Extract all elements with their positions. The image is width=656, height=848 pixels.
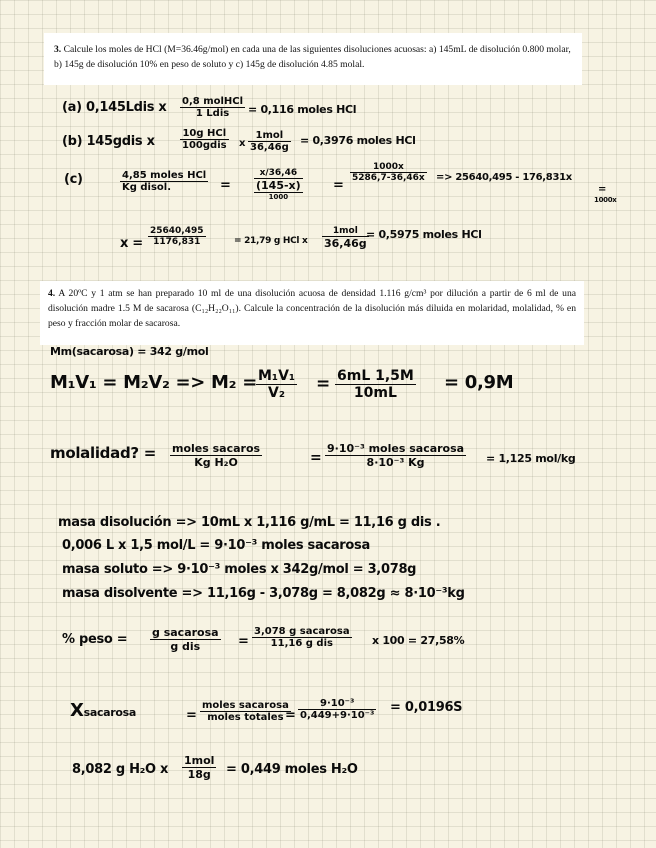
sol4-water-result: = 0,449 moles H₂O: [226, 762, 358, 777]
problem-3-statement: [44, 33, 582, 85]
sol3-c-fraction-3: [350, 162, 427, 183]
sol3-c-arrow: => 25640,495 - 176,831x: [436, 172, 572, 183]
sol3-c-num2: x/36,46: [254, 168, 303, 179]
sol3-c-eqsign: =: [598, 184, 607, 195]
sol3-b-num2: 1mol: [248, 130, 291, 142]
problem-4-number: 4.: [48, 288, 56, 299]
sol4-mol-eq: =: [310, 450, 322, 466]
problem-3-number: 3.: [54, 44, 62, 55]
sol4-dil-result: = 0,9M: [444, 372, 514, 393]
sol4-dil-den2: 10mL: [353, 385, 397, 401]
sol3-b-fraction-1: [180, 128, 229, 151]
sol3-c-num3: 1000x: [350, 162, 427, 173]
sol4-pct-result: x 100 = 27,58%: [372, 634, 465, 647]
sol3-a-den: 1 Ldis: [195, 108, 230, 119]
sol3-x-num2: 1mol: [322, 226, 369, 237]
sol4-dil-num2: 6mL 1,5M: [337, 368, 414, 384]
sol3-b-fraction-2: [248, 130, 291, 153]
sol3-x-num: 25640,495: [150, 226, 204, 236]
sol4-x-fraction-2: [298, 698, 376, 721]
sol3-b-num1: 10g HCl: [180, 128, 229, 140]
sol3-c-den2b: 1000: [254, 192, 303, 201]
sol4-mol-num2: 9·10⁻³ moles sacarosa: [327, 442, 465, 455]
sol4-x-eq2: =: [285, 708, 296, 723]
sol3-a-label: (a) 0,145Ldis x: [62, 100, 167, 115]
sol3-c-eq1: =: [220, 178, 231, 193]
sol4-x-subscript: sacarosa: [83, 706, 137, 719]
sol4-dilution-left: M₁V₁ = M₂V₂ => M₂ =: [50, 372, 257, 393]
sol3-b-label: (b) 145gdis x: [62, 134, 155, 149]
sol3-c-end: 1000x: [594, 196, 617, 204]
sol4-dil-num1: M₁V₁: [258, 368, 296, 384]
sol3-x-fraction: [148, 226, 206, 247]
sol3-c-den2: (145-x): [256, 179, 301, 192]
sol4-mol-den2: 8·10⁻³ Kg: [366, 456, 425, 469]
sol4-dil-eq: =: [316, 374, 330, 394]
sol4-pct-den2: 11,16 g dis: [270, 638, 333, 649]
sol4-moles-sacarosa: 0,006 L x 1,5 mol/L = 9·10⁻³ moles sacarosa: [62, 538, 370, 553]
problem-4-statement: [40, 281, 584, 345]
sol4-x-num2: 9·10⁻³: [298, 698, 376, 710]
sol4-mol-result: = 1,125 mol/kg: [486, 452, 576, 465]
sol3-c-den1: Kg disol.: [122, 182, 172, 193]
sol3-x-fraction-2: [322, 226, 369, 250]
sol4-water-num: 1mol: [184, 754, 215, 767]
sol4-x-num1: moles sacarosa: [202, 700, 289, 711]
sol3-c-eq2: =: [333, 178, 344, 193]
sol4-dilution-fraction-1: [256, 368, 297, 401]
sol4-water-left: 8,082 g H₂O x: [72, 762, 169, 777]
sol3-a-num: 0,8 molHCl: [182, 96, 244, 107]
sol4-x-fraction-1: [200, 700, 291, 723]
sol4-dil-den1: V₂: [268, 385, 285, 401]
sol3-x-mid: = 21,79 g HCl x: [234, 236, 308, 246]
sol4-pct-fraction-2: [252, 626, 352, 649]
sol4-molar-mass: Mm(sacarosa) = 342 g/mol: [50, 345, 209, 358]
sol4-pct-label: % peso =: [62, 632, 128, 647]
sol3-c-fraction-2: [254, 168, 303, 201]
problem-3-text: Calcule los moles de HCl (M=36.46g/mol) en cada una de las siguientes disoluciones acuosas: a) 145mL de disolución 0.800 molar, b) 145g de disolución 10% en peso de soluto y c) 145g de disolución 4.85 molal.: [54, 44, 571, 70]
sol4-x-den2: 0,449+9·10⁻³: [300, 710, 375, 721]
sol4-pct-eq: =: [238, 634, 249, 649]
sol4-x-symbol: X: [70, 700, 84, 721]
sol4-molality-label: molalidad? =: [50, 444, 156, 462]
sol4-water-den: 18g: [187, 768, 211, 781]
sol4-masa-disolucion: masa disolución => 10mL x 1,116 g/mL = 11,16 g dis .: [58, 515, 441, 530]
sol4-x-result: = 0,0196S: [390, 700, 463, 715]
sol3-b-times: x: [239, 138, 246, 149]
sol3-b-den2: 36,46g: [250, 142, 289, 153]
sol4-x-label: [70, 700, 136, 721]
sol3-x-den: 1176,831: [153, 237, 201, 247]
sol4-molality-fraction-1: [170, 442, 262, 469]
sol3-b-result: = 0,3976 moles HCl: [300, 134, 416, 147]
sol4-pct-fraction-1: [150, 626, 221, 653]
sol3-a-fraction: [180, 96, 245, 119]
sol4-pct-num1: g sacarosa: [152, 626, 219, 639]
sol4-molality-fraction-2: [325, 442, 466, 469]
sol3-x-result: = 0,5975 moles HCl: [366, 228, 482, 241]
sol4-pct-num2: 3,078 g sacarosa: [254, 626, 350, 637]
sol3-x-label: x =: [120, 236, 143, 251]
sol4-pct-den1: g dis: [170, 640, 201, 653]
sol4-masa-disolvente: masa disolvente => 11,16g - 3,078g = 8,082g ≈ 8·10⁻³kg: [62, 586, 465, 601]
sol4-masa-soluto: masa soluto => 9·10⁻³ moles x 342g/mol = 3,078g: [62, 562, 417, 577]
sol4-x-eq: =: [186, 708, 197, 723]
sol3-b-den1: 100gdis: [182, 140, 227, 151]
sol3-c-den3: 5286,7-36,46x: [352, 173, 425, 183]
sol4-mol-num1: moles sacaros: [172, 442, 261, 455]
problem-4-text: A 20ºC y 1 atm se han preparado 10 ml de una disolución acuosa de densidad 1.116 g/cm³ por dilución a partir de 6 ml de una disolución madre 1.5 M de sacarosa (C₁₂H₂₂O₁₁). Calcule la concentración de la disolución más diluida en molaridad, molalidad, % en peso y fracción molar de sacarosa.: [48, 288, 577, 329]
sol3-x-den2: 36,46g: [324, 237, 367, 250]
sol4-dilution-fraction-2: [335, 368, 416, 401]
sol3-a-result: = 0,116 moles HCl: [248, 103, 357, 116]
sol4-water-fraction: [182, 754, 216, 781]
sol3-c-num1: 4,85 moles HCl: [122, 170, 207, 181]
sol3-c-label: (c): [64, 172, 83, 187]
sol3-c-fraction-1: [120, 170, 208, 193]
sol4-x-den1: moles totales: [207, 712, 284, 723]
sol4-mol-den1: Kg H₂O: [194, 456, 238, 469]
